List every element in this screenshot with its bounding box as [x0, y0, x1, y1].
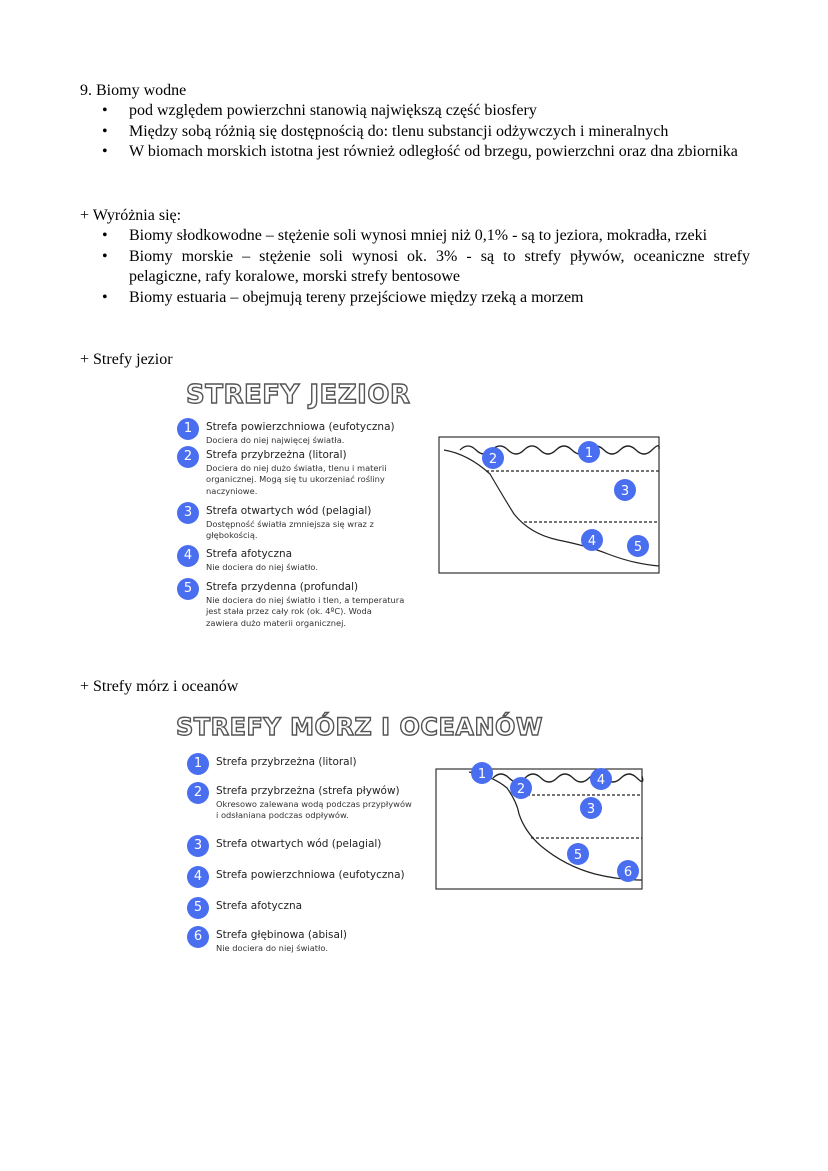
zone-description: Nie dociera do niej światło.: [206, 562, 318, 572]
types-bullet-list: [100, 226, 750, 308]
zone-number-badge: 4: [187, 866, 209, 888]
zone-number-badge: 5: [187, 897, 209, 919]
lakes-heading: + Strefy jezior: [80, 351, 173, 368]
type-bullet: • Biomy estuaria – obejmują tereny przejściowe między rzeką a morzem: [100, 288, 750, 309]
diagram-badge-5: [627, 535, 649, 557]
diagram-badge-3: [614, 479, 636, 501]
lakes-zone-list: [177, 418, 427, 658]
diagram-badge-2: [510, 777, 532, 799]
lake-bottom-profile: [444, 450, 659, 566]
diagram-badge-5: [567, 843, 589, 865]
seas-infographic-title: STREFY MÓRZ I OCEANÓW: [176, 713, 543, 741]
zone-number-badge: 1: [177, 418, 199, 440]
seas-zone-list: [187, 753, 437, 968]
svg-text:5: 5: [573, 848, 583, 863]
zone-number-badge: 6: [187, 926, 209, 948]
zone-number-badge: 4: [177, 545, 199, 567]
zone-name: Strefa przybrzeżna (litoral): [216, 756, 357, 768]
zone-name: Strefa otwartych wód (pelagial): [216, 838, 382, 850]
diagram-badge-1: [578, 441, 600, 463]
zone-number-badge: 5: [177, 578, 199, 600]
zone-description: Nie dociera do niej światło i tlen, a temperatura jest stała przez cały rok (ok. 4ºC). Woda zawiera dużo materii organicznej.: [206, 595, 405, 628]
zone-number-badge: 1: [187, 753, 209, 775]
zone-description: Nie dociera do niej światło.: [216, 943, 328, 953]
intro-bullet: • pod względem powierzchni stanowią największą część biosfery: [100, 101, 750, 122]
zone-number-badge: 3: [187, 835, 209, 857]
sea-bottom-profile: [469, 772, 642, 880]
intro-bullet: • Między sobą różnią się dostępnością do: tlenu substancji odżywczych i mineralnych: [100, 122, 750, 143]
svg-text:3: 3: [620, 484, 630, 499]
zone-name: Strefa afotyczna: [206, 548, 293, 560]
zone-number-badge: 2: [177, 446, 199, 468]
zone-description: Dociera do niej dużo światła, tlenu i materii organicznej. Mogą się tu ukorzeniać rośliny naczyniowe.: [206, 463, 387, 496]
zone-name: Strefa przybrzeżna (strefa pływów): [216, 785, 400, 797]
intro-bullet-list: [100, 101, 750, 163]
zone-name: Strefa afotyczna: [216, 900, 303, 912]
diagram-frame: [436, 769, 642, 889]
zone-description: Okresowo zalewana wodą podczas przypływów i odsłaniana podczas odpływów.: [216, 799, 412, 821]
zone-description: Dociera do niej najwięcej światła.: [206, 435, 345, 445]
svg-text:6: 6: [623, 865, 633, 880]
zone-description: Dostępność światła zmniejsza się wraz z głębokością.: [206, 519, 374, 541]
type-bullet: • Biomy morskie – stężenie soli wynosi ok. 3% - są to strefy pływów, oceaniczne strefy pelagiczne, rafy koralowe, morski strefy bentosowe: [100, 247, 750, 288]
zone-number-badge: 3: [177, 502, 199, 524]
zone-name: Strefa powierzchniowa (eufotyczna): [206, 421, 395, 433]
type-bullet: • Biomy słodkowodne – stężenie soli wynosi mniej niż 0,1% - są to jeziora, mokradła, rzeki: [100, 226, 750, 247]
zone-name: Strefa otwartych wód (pelagial): [206, 505, 372, 517]
diagram-frame: [439, 437, 659, 573]
diagram-badge-2: [482, 447, 504, 469]
intro-bullet: • W biomach morskich istotna jest również odległość od brzegu, powierzchni oraz dna zbiornika: [100, 142, 750, 163]
seas-heading: + Strefy mórz i oceanów: [80, 678, 239, 695]
diagram-badge-4: [590, 768, 612, 790]
diagram-badge-6: [617, 860, 639, 882]
zone-name: Strefa powierzchniowa (eufotyczna): [216, 869, 405, 881]
zone-name: Strefa przybrzeżna (litoral): [206, 449, 347, 461]
zone-number-badge: 2: [187, 782, 209, 804]
diagram-badge-4: [581, 529, 603, 551]
seas-zone-diagram: [435, 762, 645, 892]
svg-text:1: 1: [477, 767, 487, 782]
svg-text:3: 3: [586, 802, 596, 817]
svg-text:4: 4: [587, 534, 597, 549]
diagram-badge-1: [471, 762, 493, 784]
svg-text:5: 5: [633, 540, 643, 555]
zone-name: Strefa przydenna (profundal): [206, 581, 359, 593]
diagram-badge-3: [580, 797, 602, 819]
zone-name: Strefa głębinowa (abisal): [216, 929, 347, 941]
lakes-zone-diagram: [438, 436, 662, 576]
lakes-infographic-title: STREFY JEZIOR: [186, 380, 411, 410]
svg-text:1: 1: [584, 446, 594, 461]
types-heading: + Wyróżnia się:: [80, 207, 182, 224]
svg-text:2: 2: [488, 452, 498, 467]
svg-text:4: 4: [596, 773, 606, 788]
section-heading: 9. Biomy wodne: [80, 82, 187, 99]
svg-text:2: 2: [516, 782, 526, 797]
